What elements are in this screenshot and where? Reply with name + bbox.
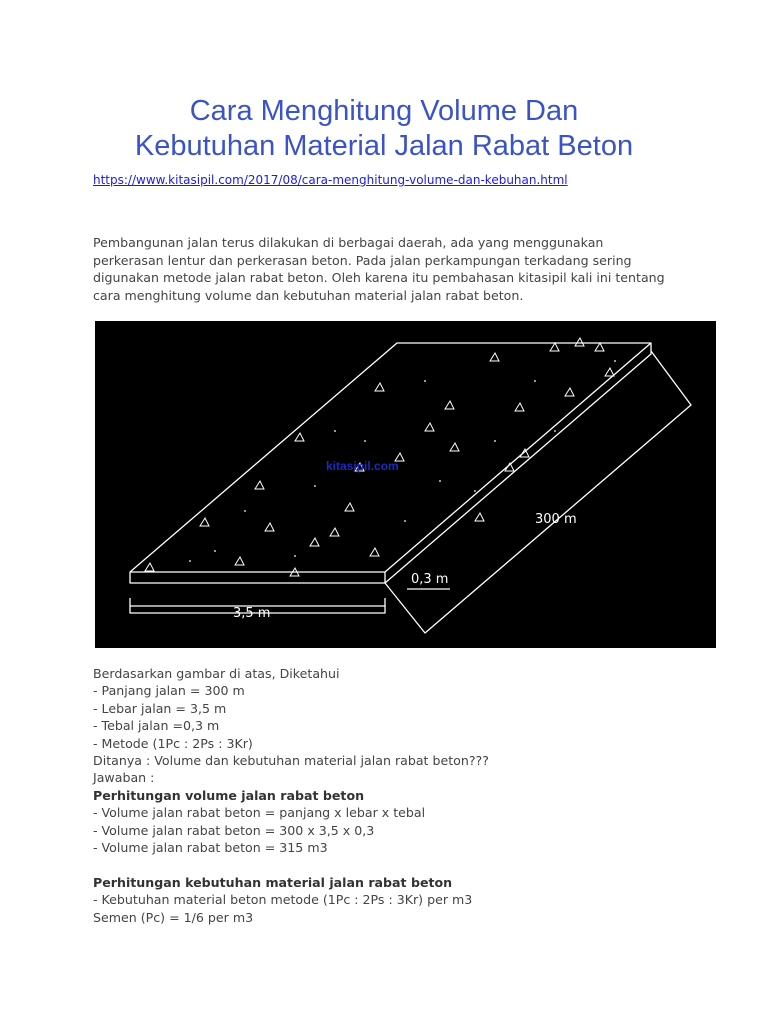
width-label: 3,5 m <box>233 606 271 621</box>
thickness-label: 0,3 m <box>411 572 449 587</box>
known-item: - Lebar jalan = 3,5 m <box>93 700 227 716</box>
question-line: Ditanya : Volume dan kebutuhan material jalan rabat beton??? <box>93 753 489 769</box>
slab-side-face <box>385 343 651 583</box>
known-heading: Berdasarkan gambar di atas, Diketahui <box>93 666 340 681</box>
material-heading: Perhitungan kebutuhan material jalan rabat beton <box>93 874 453 890</box>
intro-line: Pembangunan jalan terus dilakukan di berbagai daerah, ada yang menggunakan <box>93 235 604 250</box>
calculation-text <box>93 665 713 926</box>
slab-front-face <box>130 572 385 583</box>
aggregate-marks <box>145 338 614 576</box>
road-slab-diagram <box>95 321 716 648</box>
volume-heading: Perhitungan volume jalan rabat beton <box>93 787 365 803</box>
source-link[interactable]: https://www.kitasipil.com/2017/08/cara-menghitung-volume-dan-kebuhan.html <box>93 173 568 187</box>
length-label: 300 m <box>535 512 577 527</box>
diagram-watermark: kitasipil.com <box>326 459 399 473</box>
material-line: Semen (Pc) = 1/6 per m3 <box>93 909 254 925</box>
title-line-2: Kebutuhan Material Jalan Rabat Beton <box>134 129 634 162</box>
title-line-1: Cara Menghitung Volume Dan <box>189 95 579 127</box>
intro-line: digunakan metode jalan rabat beton. Oleh karena itu pembahasan kitasipil kali ini tentang <box>93 270 665 285</box>
intro-line: perkerasan lentur dan perkerasan beton. Pada jalan perkampungan terkadang sering <box>93 252 632 268</box>
volume-line: - Volume jalan rabat beton = panjang x lebar x tebal <box>93 805 426 821</box>
volume-line: - Volume jalan rabat beton = 315 m3 <box>93 840 328 856</box>
length-dimension-line <box>385 351 691 633</box>
road-slab-svg <box>95 321 716 648</box>
material-line: - Kebutuhan material beton metode (1Pc : 2Ps : 3Kr) per m3 <box>93 892 473 908</box>
known-item: - Tebal jalan =0,3 m <box>93 718 220 734</box>
spacer <box>93 856 713 873</box>
slab-top-face <box>130 343 651 572</box>
answer-label: Jawaban : <box>93 770 155 786</box>
intro-paragraph <box>93 234 693 304</box>
known-item: - Metode (1Pc : 2Ps : 3Kr) <box>93 735 253 751</box>
intro-line: cara menghitung volume dan kebutuhan material jalan rabat beton. <box>93 287 524 303</box>
known-item: - Panjang jalan = 300 m <box>93 683 245 699</box>
volume-line: - Volume jalan rabat beton = 300 x 3,5 x 0,3 <box>93 822 375 838</box>
page-title <box>60 94 708 164</box>
